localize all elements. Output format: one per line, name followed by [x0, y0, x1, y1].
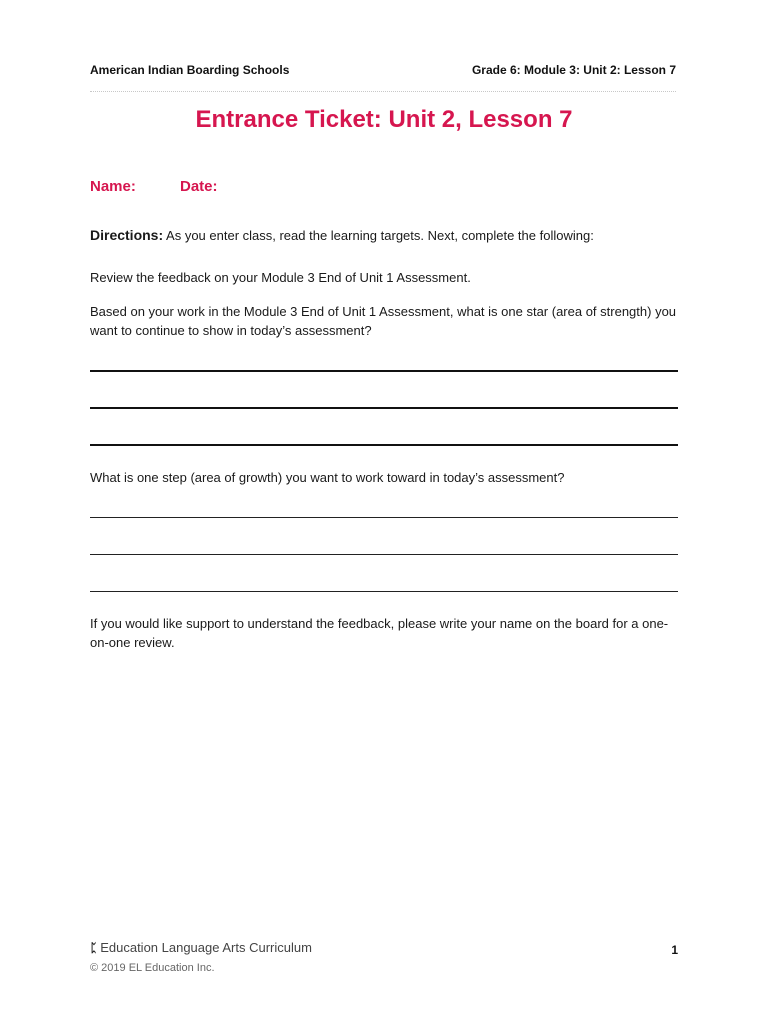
el-logo-icon: ᛈ: [90, 940, 98, 955]
answer-line-star-1[interactable]: [90, 370, 678, 372]
page-title: Entrance Ticket: Unit 2, Lesson 7: [195, 106, 573, 133]
header-lesson-ref: Grade 6: Module 3: Unit 2: Lesson 7: [471, 63, 676, 77]
support-note: If you would like support to understand the feedback, please write your name on the board for a one-on-one review.: [90, 616, 669, 650]
footer-copyright: © 2019 EL Education Inc.: [90, 962, 215, 974]
page-header: [90, 63, 676, 77]
date-label: Date:: [180, 178, 218, 195]
answer-line-step-1[interactable]: [90, 517, 678, 518]
directions-text: As you enter class, read the learning targets. Next, complete the following:: [166, 228, 594, 243]
star-question: Based on your work in the Module 3 End of Unit 1 Assessment, what is one star (area of strength) you want to continue to show in today’s assessment?: [90, 304, 677, 338]
footer-logo-text: Education Language Arts Curriculum: [100, 940, 312, 955]
footer-logo: [90, 940, 312, 955]
name-date-row: [90, 178, 218, 195]
review-instruction: Review the feedback on your Module 3 End of Unit 1 Assessment.: [90, 270, 471, 285]
answer-line-star-3[interactable]: [90, 444, 678, 446]
directions: [90, 226, 680, 245]
name-label: Name:: [90, 178, 136, 195]
page-number: 1: [671, 943, 678, 957]
answer-line-star-2[interactable]: [90, 407, 678, 409]
directions-label: Directions:: [90, 227, 164, 243]
step-question: What is one step (area of growth) you want to work toward in today’s assessment?: [90, 470, 565, 485]
answer-line-step-3[interactable]: [90, 591, 678, 592]
header-unit-title: American Indian Boarding Schools: [90, 63, 290, 77]
answer-line-step-2[interactable]: [90, 554, 678, 555]
header-divider: [90, 91, 676, 92]
